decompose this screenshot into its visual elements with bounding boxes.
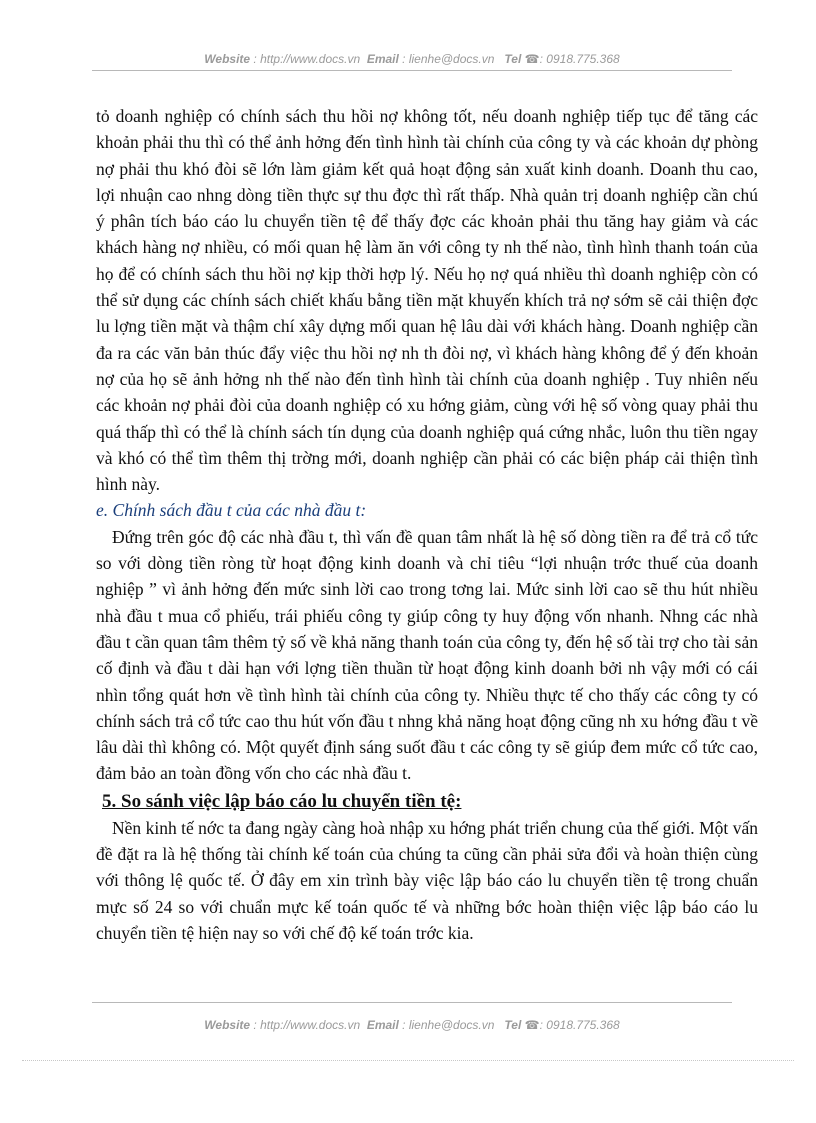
paragraph-investors: Đứng trên góc độ các nhà đầu t, thì vấn đề quan tâm nhất là hệ số dòng tiền ra để trả cổ tức so với dòng tiền ròng từ hoạt động kinh doanh và chỉ tiêu “lợi nhuận trớc thuế của doanh nghiệp ” vì ảnh hởng đến mức sinh lời cao trong tơng lai. Mức sinh lời cao sẽ thu hút nhiều nhà đầu t mua cổ phiếu, trái phiếu công ty giúp công ty huy động vốn nhanh. Nhng các nhà đầu t cần quan tâm thêm tỷ số về khả năng thanh toán của công ty, đến hệ số tài trợ cho tài sản cố định và đầu t dài hạn với lợng tiền thuần từ hoạt động kinh doanh bởi nh vậy mới có cái nhìn tổng quát hơn về tình hình tài chính của công ty. Nhiều thực tế cho thấy các công ty có chính sách trả cổ tức cao thu hút vốn đầu t nhng khả năng hoạt động cũng nh xu hớng đầu t về lâu dài thì không có. Một quyết định sáng suốt đầu t các công ty sẽ giúp đem mức cổ tức cao, đảm bảo an toàn đồng vốn cho các nhà đầu t. bbox=[96, 526, 758, 784]
footer-website-value: : http://www.docs.vn bbox=[253, 1018, 361, 1032]
paragraph-receivables: tỏ doanh nghiệp có chính sách thu hồi nợ không tốt, nếu doanh nghiệp tiếp tục để tăng các khoản phải thu thì có thể ảnh hởng đến tình hình tài chính của công ty và các khoản dự phòng nợ phải thu khó đòi sẽ lớn làm giảm kết quả hoạt động sản xuất kinh doanh. Doanh thu cao, lợi nhuận cao nhng dòng tiền thực sự thu đợc thì rất thấp. Nhà quản trị doanh nghiệp cần chú ý phân tích báo cáo lu chuyển tiền tệ để thấy đợc các khoản phải thu tăng hay giảm và các khách hàng nợ nhiều, có mối quan hệ làm ăn với công ty nh thế nào, tình hình thanh toán của họ để có chính sách thu hồi nợ kịp thời hợp lý. Nếu họ nợ quá nhiều thì doanh nghiệp còn có thể sử dụng các chính sách chiết khấu bằng tiền mặt khuyến khích trả nợ sớm sẽ cải thiện đợc lu lợng tiền mặt và thậm chí xây dựng mối quan hệ lâu dài với khách hàng. Doanh nghiệp cần đa ra các văn bản thúc đẩy việc thu hồi nợ nh th đòi nợ, vì khách hàng không để ý đến khoản nợ của họ sẽ ảnh hởng nh thế nào đến tình hình tài chính của doanh nghiệp . Tuy nhiên nếu các khoản nợ phải đòi của doanh nghiệp có xu hớng giảm, cùng với hệ số vòng quay phải thu quá thấp thì có thể là chính sách tín dụng của doanh nghiệp quá cứng nhắc, luôn thu tiền ngay và khó có thể tìm thêm thị trờng mới, doanh nghiệp cần phải có các biện pháp cải thiện tình hình này. bbox=[96, 106, 758, 495]
subheading-investor-policy: e. Chính sách đầu t của các nhà đầu t: bbox=[96, 500, 367, 521]
header-website-label: Website bbox=[204, 52, 251, 66]
header-tel-value: : 0918.775.368 bbox=[539, 52, 620, 66]
footer-tel-label: Tel bbox=[504, 1018, 522, 1032]
header-tel-label: Tel bbox=[504, 52, 522, 66]
page-bottom-dotted-rule bbox=[22, 1060, 794, 1061]
header-website-value: : http://www.docs.vn bbox=[253, 52, 361, 66]
page-header bbox=[92, 52, 732, 66]
section-heading-comparison: 5. So sánh việc lập báo cáo lu chuyển tiền tệ: bbox=[102, 790, 462, 812]
phone-icon: ☎ bbox=[524, 52, 540, 66]
phone-icon: ☎ bbox=[524, 1018, 540, 1032]
header-email-value: : lienhe@docs.vn bbox=[402, 52, 495, 66]
header-email-label: Email bbox=[366, 52, 399, 66]
paragraph-comparison: Nền kinh tế nớc ta đang ngày càng hoà nhập xu hớng phát triển chung của thế giới. Một vấn đề đặt ra là hệ thống tài chính kế toán của chúng ta cũng cần phải sửa đổi và hoàn thiện cùng với thông lệ quốc tế. Ở đây em xin trình bày việc lập báo cáo lu chuyển tiền tệ trong chuẩn mực số 24 so với chuẩn mực kế toán quốc tế và những bớc hoàn thiện việc lập báo cáo lu chuyển tiền tệ hiện nay so với chế độ kế toán trớc kia. bbox=[96, 817, 758, 943]
header-rule bbox=[92, 70, 732, 71]
page-footer bbox=[92, 1018, 732, 1032]
footer-email-value: : lienhe@docs.vn bbox=[402, 1018, 495, 1032]
footer-tel-value: : 0918.775.368 bbox=[539, 1018, 620, 1032]
footer-website-label: Website bbox=[204, 1018, 251, 1032]
footer-rule bbox=[92, 1002, 732, 1003]
footer-email-label: Email bbox=[366, 1018, 399, 1032]
document-body bbox=[96, 103, 758, 946]
